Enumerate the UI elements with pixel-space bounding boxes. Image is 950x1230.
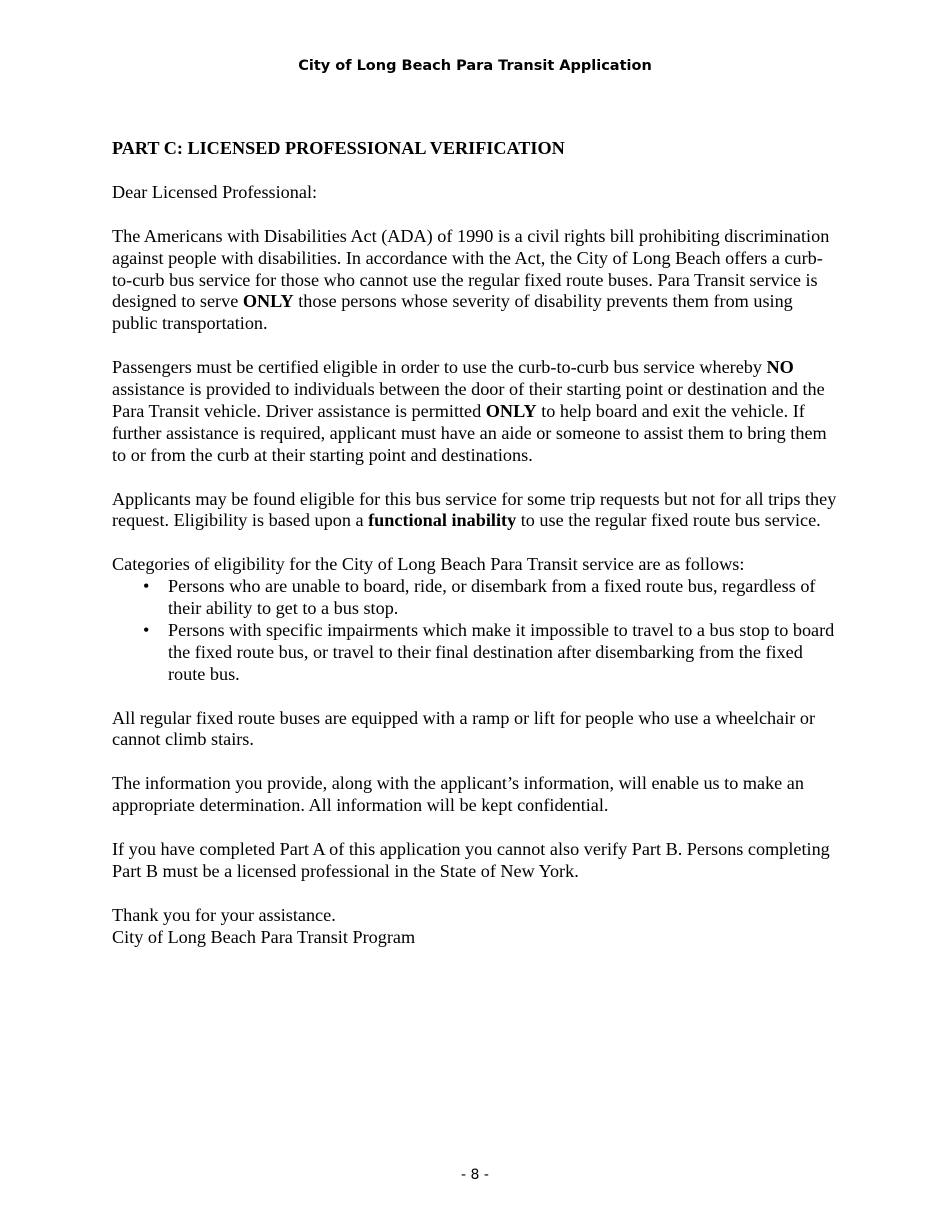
list-item	[112, 576, 842, 620]
paragraph-confidential: The information you provide, along with the applicant’s information, will enable us to make an appropriate determination. All information will be kept confidential.	[112, 773, 804, 816]
list-item	[112, 620, 842, 686]
paragraph-text: to help board and exit the vehicle. If further assistance is required, applicant must have an aide or someone to assist them to bring them to or from the curb at their starting point and destinations.	[112, 400, 827, 465]
page-header: City of Long Beach Para Transit Application	[298, 58, 652, 74]
emphasis-only: ONLY	[242, 291, 294, 312]
signoff-thanks: Thank you for your assistance.	[112, 904, 336, 925]
list-item-text: Persons with specific impairments which make it impossible to travel to a bus stop to board the fixed route bus, or travel to their final destination after disembarking from the fixed route bus.	[168, 619, 835, 684]
section-heading: PART C: LICENSED PROFESSIONAL VERIFICATION	[112, 138, 565, 158]
paragraph-text: to use the regular fixed route bus service.	[516, 510, 821, 531]
paragraph-text: The Americans with Disabilities Act (ADA) of 1990 is a civil rights bill prohibiting discrimination against people with disabilities. In accordance with the Act, the City of Long Beach offers a curb-to-curb bus service for those who cannot use the regular fixed route buses. Para Transit service is designed to serve	[112, 225, 830, 312]
categories-list	[112, 576, 842, 686]
emphasis-only: ONLY	[485, 400, 537, 421]
bullet-icon: •	[143, 576, 150, 597]
page-number: - 8 -	[461, 1167, 489, 1183]
paragraph-text: assistance is provided to individuals between the door of their starting point or destination and the Para Transit vehicle. Driver assistance is permitted	[112, 379, 825, 421]
paragraph-part-b: If you have completed Part A of this application you cannot also verify Part B. Persons completing Part B must be a licensed professional in the State of New York.	[112, 838, 830, 881]
paragraph-buses-equipped: All regular fixed route buses are equipped with a ramp or lift for people who use a wheelchair or cannot climb stairs.	[112, 707, 815, 750]
bullet-icon: •	[143, 619, 150, 640]
salutation: Dear Licensed Professional:	[112, 181, 318, 202]
paragraph-text: Applicants may be found eligible for this bus service for some trip requests but not for all trips they request. Eligibility is based upon a	[112, 488, 837, 531]
letter-body	[112, 138, 842, 949]
emphasis-no: NO	[766, 357, 794, 378]
paragraph-certification	[112, 357, 842, 467]
paragraph-text: Passengers must be certified eligible in order to use the curb-to-curb bus service whereby	[112, 357, 767, 378]
paragraph-eligibility	[112, 489, 842, 533]
categories-intro: Categories of eligibility for the City of Long Beach Para Transit service are as follows:	[112, 554, 745, 575]
paragraph-ada-intro	[112, 226, 842, 336]
signoff-organization: City of Long Beach Para Transit Program	[112, 926, 416, 947]
paragraph-text: those persons whose severity of disability prevents them from using public transportation.	[112, 291, 793, 334]
emphasis-functional-inability: functional inability	[368, 510, 517, 531]
list-item-text: Persons who are unable to board, ride, or disembark from a fixed route bus, regardless of their ability to get to a bus stop.	[168, 576, 816, 619]
